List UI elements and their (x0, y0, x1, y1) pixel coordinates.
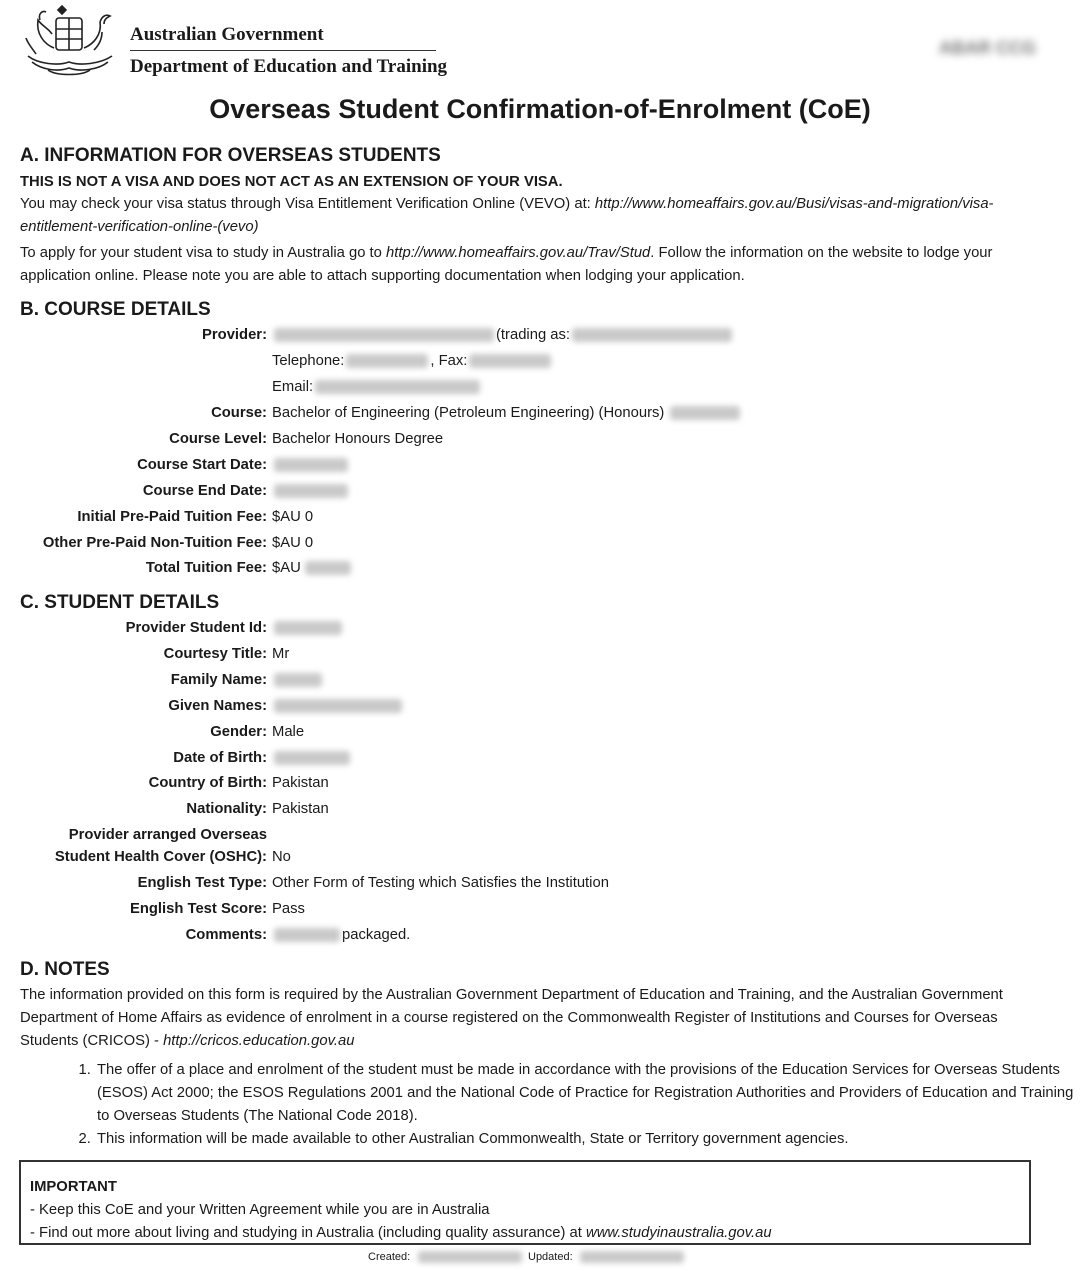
section-b-heading: B. COURSE DETAILS (20, 299, 211, 320)
redacted-field (346, 354, 428, 368)
redacted-field (274, 458, 348, 472)
government-name: Australian Government (130, 24, 324, 45)
oshc-row-2 (0, 846, 1080, 868)
student-detail-label: Nationality: (186, 801, 267, 818)
redacted-field (274, 751, 350, 765)
oshc-label-1: Provider arranged Overseas (68, 827, 267, 843)
study-link[interactable]: www.studyinaustralia.gov.au (586, 1225, 772, 1241)
other-fee-value: $AU 0 (272, 535, 314, 551)
test-type-row (0, 872, 1080, 894)
comments-row (0, 924, 1080, 946)
section-c-heading: C. STUDENT DETAILS (20, 592, 220, 613)
oshc-value: No (272, 849, 291, 865)
header-divider (130, 50, 436, 51)
coat-of-arms-icon (18, 4, 123, 80)
student-detail-value (272, 669, 324, 691)
redacted-field (274, 699, 402, 713)
course-end-value (272, 480, 350, 502)
redacted-field (572, 328, 732, 342)
important-line-2-text: - Find out more about living and studying in Australia (including quality assurance) at (30, 1225, 587, 1241)
redacted-field (315, 380, 480, 394)
student-detail-label: Country of Birth: (148, 775, 267, 792)
student-detail-label: Courtesy Title: (163, 645, 267, 662)
section-d-heading: D. NOTES (20, 959, 110, 980)
student-detail-value: Pakistan (272, 775, 329, 792)
student-detail-value (272, 747, 352, 769)
fax-label: , Fax: (430, 353, 468, 369)
course-name: Bachelor of Engineering (Petroleum Engineering) (Honours) (272, 405, 665, 421)
comments-text: packaged. (342, 927, 411, 943)
course-row (0, 402, 1080, 424)
student-detail-value: Pakistan (272, 801, 329, 818)
student-detail-label: Date of Birth: (173, 749, 267, 766)
test-score-label: English Test Score: (129, 901, 267, 917)
redacted-field (670, 406, 740, 420)
letterhead (18, 4, 448, 84)
trading-as-label: (trading as: (496, 327, 571, 343)
course-value (272, 402, 742, 424)
student-detail-row (0, 721, 1080, 743)
redacted-field (580, 1251, 684, 1263)
section-a-heading: A. INFORMATION FOR OVERSEAS STUDENTS (20, 145, 441, 166)
note-item: 2. This information will be made available to other Australian Commonwealth, State or Territory government agencies. (95, 1128, 1075, 1151)
redacted-field (418, 1251, 522, 1263)
email-value (272, 376, 482, 398)
student-detail-row (0, 669, 1080, 691)
updated-label: Updated: (528, 1251, 573, 1263)
student-detail-label: Given Names: (168, 697, 267, 714)
test-type-label: English Test Type: (137, 875, 267, 891)
apply-text-a: To apply for your student visa to study in Australia go to (20, 245, 387, 261)
student-detail-row (0, 747, 1080, 769)
redacted-field (469, 354, 551, 368)
visa-warning: THIS IS NOT A VISA AND DOES NOT ACT AS AN EXTENSION OF YOUR VISA. (20, 174, 563, 190)
test-score-row (0, 898, 1080, 920)
student-detail-row (0, 617, 1080, 639)
redacted-field (274, 328, 494, 342)
redacted-field (274, 484, 348, 498)
redacted-field (274, 673, 322, 687)
student-detail-value (272, 695, 404, 717)
total-fee-row (0, 557, 1080, 579)
vevo-text: You may check your visa status through Visa Entitlement Verification Online (VEVO) at: (20, 196, 595, 212)
redacted-field (274, 928, 340, 942)
page-title: Overseas Student Confirmation-of-Enrolment (CoE) (209, 94, 871, 124)
student-detail-value: Male (272, 723, 305, 740)
course-start-label: Course Start Date: (137, 457, 267, 473)
provider-label: Provider: (202, 327, 267, 343)
comments-value (272, 924, 410, 946)
course-level-row (0, 428, 1080, 450)
important-title: IMPORTANT (30, 1179, 117, 1195)
notes-list (50, 1059, 1075, 1151)
apply-link[interactable]: http://www.homeaffairs.gov.au/Trav/Stud (386, 245, 651, 261)
telephone-label: Telephone: (272, 353, 345, 369)
redacted-field (274, 621, 342, 635)
student-detail-value: Mr (272, 645, 290, 662)
apply-paragraph (20, 242, 1040, 288)
initial-fee-row (0, 506, 1080, 528)
provider-row (0, 324, 1080, 346)
created-label: Created: (368, 1251, 411, 1263)
other-fee-label: Other Pre-Paid Non-Tuition Fee: (42, 535, 267, 551)
email-label: Email: (272, 379, 314, 395)
course-start-value (272, 454, 350, 476)
department-name: Department of Education and Training (130, 56, 448, 77)
initial-fee-value: $AU 0 (272, 509, 314, 525)
comments-label: Comments: (185, 927, 267, 943)
course-end-label: Course End Date: (142, 483, 267, 499)
apply-text-b: . Follow the information on the website to lodge your application online. Please note you are able to attach supporting documentation when lodging your application. (20, 245, 993, 284)
total-fee-value (272, 557, 353, 579)
important-box (19, 1160, 1031, 1245)
student-detail-row (0, 772, 1080, 794)
test-score-value: Pass (272, 901, 305, 917)
contact-value (272, 350, 553, 372)
student-detail-value (272, 617, 344, 639)
test-type-value: Other Form of Testing which Satisfies the Institution (272, 875, 609, 891)
important-line-1: - Keep this CoE and your Written Agreement while you are in Australia (30, 1202, 490, 1218)
student-detail-row (0, 798, 1080, 820)
total-fee-label: Total Tuition Fee: (145, 560, 267, 576)
important-line-2 (30, 1222, 772, 1245)
cricos-link[interactable]: http://cricos.education.gov.au (163, 1033, 355, 1049)
other-fee-row (0, 532, 1080, 554)
course-level-label: Course Level: (169, 431, 267, 447)
course-start-row (0, 454, 1080, 476)
course-label: Course: (211, 405, 267, 421)
student-detail-row (0, 695, 1080, 717)
email-row (0, 376, 1080, 398)
student-detail-label: Gender: (210, 723, 267, 740)
notes-intro-text: The information provided on this form is required by the Australian Government Department of Education and Training, and the Australian Government Department of Home Affairs as evidence of enrolment in a course registered on the Commonwealth Register of Institutions and Courses for Overseas Students (CRICOS) - (20, 987, 1003, 1049)
oshc-label-2: Student Health Cover (OSHC): (54, 849, 267, 865)
provider-value (272, 324, 734, 346)
note-item: 1. The offer of a place and enrolment of the student must be made in accordance with the provisions of the Education Services for Overseas Students (ESOS) Act 2000; the ESOS Regulations 2001 and the National Code of Practice for Registration Authorities and Providers of Education and Training to Overseas Students (The National Code 2018). (95, 1059, 1075, 1128)
student-detail-row (0, 643, 1080, 665)
course-level-value: Bachelor Honours Degree (272, 431, 444, 447)
student-detail-label: Provider Student Id: (125, 620, 267, 636)
reference-code: ABAR CCG (939, 38, 1036, 58)
course-end-row (0, 480, 1080, 502)
redacted-field (305, 561, 351, 575)
notes-intro (20, 984, 1045, 1053)
telephone-row (0, 350, 1080, 372)
vevo-link[interactable]: http://www.homeaffairs.gov.au/Busi/visas-and-migration/visa-entitlement-verification-online-(vevo) (20, 196, 994, 235)
oshc-row-1 (0, 824, 1080, 846)
vevo-paragraph (20, 193, 1040, 239)
initial-fee-label: Initial Pre-Paid Tuition Fee: (77, 509, 267, 525)
currency: $AU (272, 560, 301, 576)
student-detail-label: Family Name: (170, 671, 267, 688)
